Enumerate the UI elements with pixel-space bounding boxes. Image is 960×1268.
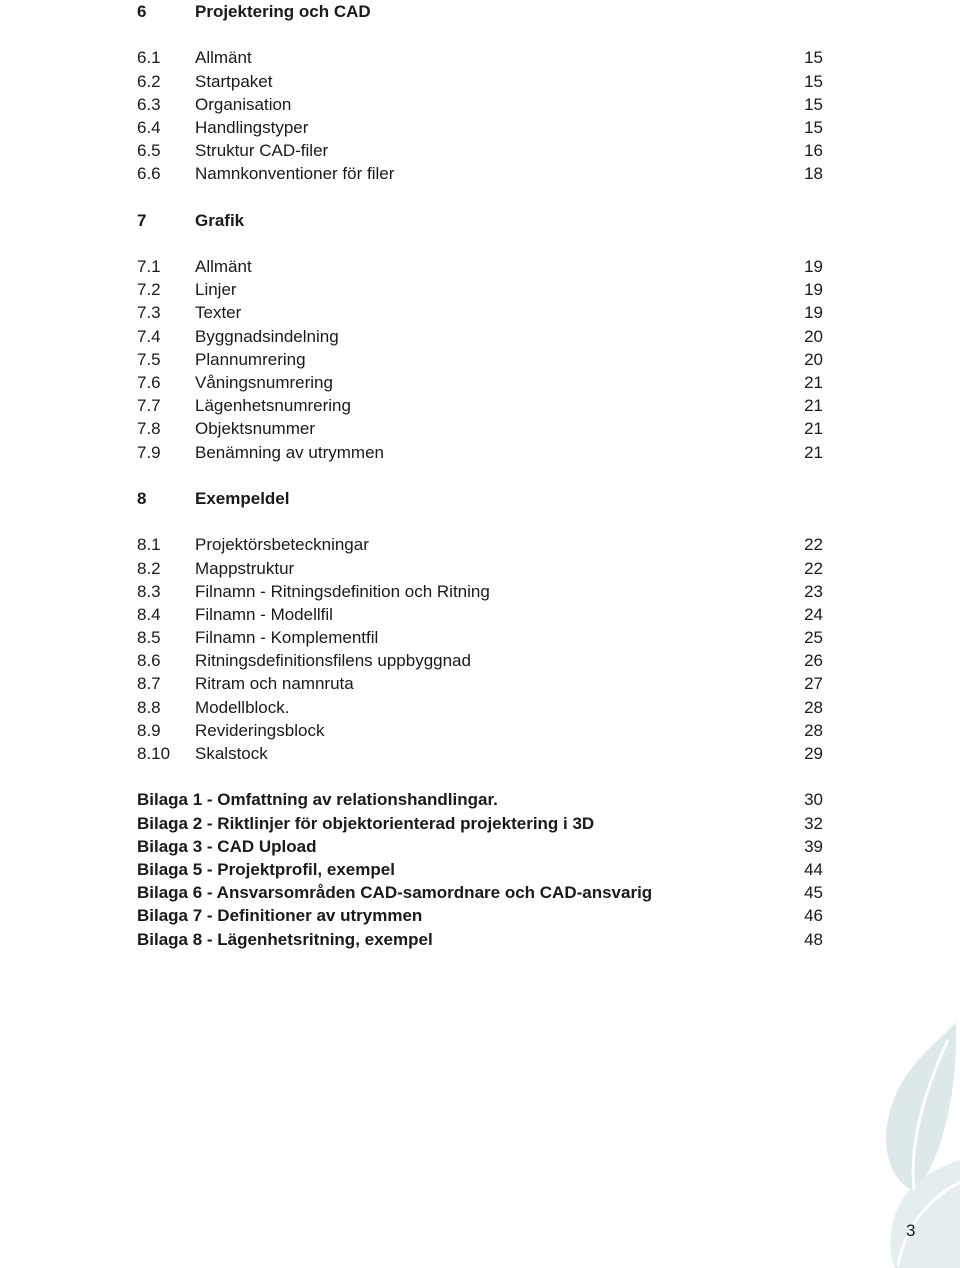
toc-entry-7-8[interactable] <box>137 417 823 440</box>
toc-appendix-2[interactable] <box>137 812 823 835</box>
appendix-page: 46 <box>804 906 823 926</box>
appendix-title: Bilaga 1 - Omfattning av relationshandlingar. <box>137 790 498 810</box>
toc-appendix-1[interactable] <box>137 788 823 811</box>
entry-title: Linjer <box>195 280 237 300</box>
entry-number: 7.8 <box>137 419 161 439</box>
entry-page: 29 <box>804 744 823 763</box>
entry-number: 6.4 <box>137 117 161 137</box>
entry-page: 28 <box>804 697 823 717</box>
entry-number: 7.9 <box>137 442 161 462</box>
toc-entry-7-3[interactable] <box>137 301 823 324</box>
entry-title: Modellblock. <box>195 697 290 717</box>
entry-page: 15 <box>804 94 823 114</box>
appendix-page: 39 <box>804 836 823 856</box>
entry-number: 8.4 <box>137 604 161 624</box>
toc-appendix-3[interactable] <box>137 835 823 858</box>
entry-number: 8.5 <box>137 628 161 648</box>
leaf-watermark-icon <box>780 1010 960 1268</box>
toc-entry-8-4[interactable] <box>137 603 823 626</box>
entry-page: 19 <box>804 303 823 323</box>
spacer <box>137 186 823 209</box>
toc-entry-8-9[interactable] <box>137 719 823 742</box>
entry-number: 6.3 <box>137 94 161 114</box>
spacer <box>137 765 823 788</box>
toc-entry-7-5[interactable] <box>137 348 823 371</box>
entry-title: Filnamn - Modellfil <box>195 604 333 624</box>
toc-appendix-5[interactable] <box>137 858 823 881</box>
entry-title: Struktur CAD-filer <box>195 141 329 161</box>
toc-entry-6-4[interactable] <box>137 116 823 139</box>
toc-entry-6-2[interactable] <box>137 70 823 93</box>
toc-entry-7-7[interactable] <box>137 394 823 417</box>
entry-title: Plannumrering <box>195 349 306 369</box>
toc-entry-8-1[interactable] <box>137 533 823 556</box>
toc-entry-8-3[interactable] <box>137 580 823 603</box>
appendix-page: 45 <box>804 883 823 903</box>
entry-number: 7.2 <box>137 280 161 300</box>
toc-appendix-7[interactable] <box>137 904 823 927</box>
section-number: 8 <box>137 488 147 508</box>
entry-page: 15 <box>804 117 823 137</box>
spacer <box>137 510 823 533</box>
entry-page: 20 <box>804 326 823 346</box>
appendix-title: Bilaga 7 - Definitioner av utrymmen <box>137 906 423 926</box>
toc-entry-7-9[interactable] <box>137 441 823 464</box>
spacer <box>137 232 823 255</box>
toc-entry-8-2[interactable] <box>137 557 823 580</box>
entry-page: 16 <box>804 141 823 161</box>
section-number: 7 <box>137 210 147 230</box>
entry-page: 25 <box>804 628 823 648</box>
entry-page: 21 <box>804 373 823 392</box>
entry-title: Handlingstyper <box>195 117 309 137</box>
spacer <box>137 464 823 487</box>
entry-number: 7.4 <box>137 326 161 346</box>
entry-number: 6.6 <box>137 164 161 184</box>
entry-title: Objektsnummer <box>195 419 315 439</box>
toc-appendix-6[interactable] <box>137 881 823 904</box>
toc-entry-7-6[interactable] <box>137 371 823 394</box>
entry-page: 28 <box>804 720 823 740</box>
section-heading-8 <box>137 487 823 510</box>
entry-page: 18 <box>804 164 823 184</box>
entry-title: Filnamn - Ritningsdefinition och Ritning <box>195 581 490 601</box>
entry-page: 23 <box>804 581 823 601</box>
entry-page: 21 <box>804 442 823 462</box>
entry-number: 8.9 <box>137 720 161 740</box>
toc-entry-8-6[interactable] <box>137 649 823 672</box>
section-number: 6 <box>137 2 147 21</box>
entry-title: Namnkonventioner för filer <box>195 164 395 184</box>
appendix-page: 30 <box>804 790 823 810</box>
entry-page: 22 <box>804 558 823 578</box>
section-title: Exempeldel <box>195 488 290 508</box>
toc-entry-6-1[interactable] <box>137 46 823 69</box>
appendix-page: 44 <box>804 859 823 879</box>
toc-entry-8-5[interactable] <box>137 626 823 649</box>
appendix-title: Bilaga 6 - Ansvarsområden CAD-samordnare och CAD-ansvarig <box>137 883 653 903</box>
entry-number: 8.7 <box>137 674 161 694</box>
entry-number: 8.8 <box>137 697 161 717</box>
section-heading-6 <box>137 0 823 23</box>
entry-page: 21 <box>804 419 823 439</box>
entry-number: 7.6 <box>137 373 161 392</box>
entry-number: 7.3 <box>137 303 161 323</box>
toc-entry-8-7[interactable] <box>137 672 823 695</box>
entry-number: 8.10 <box>137 744 171 763</box>
entry-page: 19 <box>804 280 823 300</box>
section-title: Projektering och CAD <box>195 2 371 21</box>
entry-title: Våningsnumrering <box>195 373 333 392</box>
appendix-title: Bilaga 5 - Projektprofil, exempel <box>137 859 395 879</box>
section-title: Grafik <box>195 210 245 230</box>
entry-page: 22 <box>804 535 823 555</box>
toc-entry-6-5[interactable] <box>137 139 823 162</box>
page-number: 3 <box>906 1221 916 1240</box>
entry-number: 7.1 <box>137 257 161 277</box>
entry-page: 24 <box>804 604 823 624</box>
toc-entry-7-1[interactable] <box>137 255 823 278</box>
entry-page: 27 <box>804 674 823 694</box>
appendix-page: 48 <box>804 929 823 949</box>
entry-page: 20 <box>804 349 823 369</box>
toc-entry-7-4[interactable] <box>137 325 823 348</box>
appendix-title: Bilaga 8 - Lägenhetsritning, exempel <box>137 929 433 949</box>
section-heading-7 <box>137 209 823 232</box>
entry-page: 15 <box>804 48 823 68</box>
entry-title: Byggnadsindelning <box>195 326 339 346</box>
entry-number: 6.5 <box>137 141 161 161</box>
toc-entry-6-3[interactable] <box>137 93 823 116</box>
entry-title: Startpaket <box>195 71 273 91</box>
entry-number: 8.1 <box>137 535 161 555</box>
entry-page: 26 <box>804 651 823 671</box>
appendix-page: 32 <box>804 813 823 833</box>
entry-page: 19 <box>804 257 823 277</box>
entry-number: 8.3 <box>137 581 161 601</box>
toc-appendix-8[interactable] <box>137 928 823 951</box>
toc-entry-8-8[interactable] <box>137 696 823 719</box>
entry-title: Ritram och namnruta <box>195 674 354 694</box>
entry-title: Benämning av utrymmen <box>195 442 384 462</box>
entry-title: Allmänt <box>195 48 252 68</box>
toc-entry-8-10[interactable] <box>137 742 823 765</box>
appendix-title: Bilaga 2 - Riktlinjer för objektorienterad projektering i 3D <box>137 813 595 833</box>
entry-number: 8.6 <box>137 651 161 671</box>
entry-number: 7.5 <box>137 349 161 369</box>
appendix-title: Bilaga 3 - CAD Upload <box>137 836 317 856</box>
entry-number: 8.2 <box>137 558 161 578</box>
entry-number: 6.1 <box>137 48 161 68</box>
entry-number: 7.7 <box>137 396 161 416</box>
table-of-contents <box>137 0 823 951</box>
entry-title: Skalstock <box>195 744 268 763</box>
toc-entry-7-2[interactable] <box>137 278 823 301</box>
entry-title: Lägenhetsnumrering <box>195 396 351 416</box>
entry-title: Filnamn - Komplementfil <box>195 628 379 648</box>
entry-title: Mappstruktur <box>195 558 295 578</box>
entry-title: Ritningsdefinitionsfilens uppbyggnad <box>195 651 471 671</box>
entry-page: 21 <box>804 396 823 416</box>
entry-title: Texter <box>195 303 242 323</box>
entry-page: 15 <box>804 71 823 91</box>
entry-title: Allmänt <box>195 257 252 277</box>
spacer <box>137 23 823 46</box>
entry-title: Organisation <box>195 94 292 114</box>
entry-number: 6.2 <box>137 71 161 91</box>
entry-title: Revideringsblock <box>195 720 325 740</box>
toc-entry-6-6[interactable] <box>137 162 823 185</box>
entry-title: Projektörsbeteckningar <box>195 535 369 555</box>
